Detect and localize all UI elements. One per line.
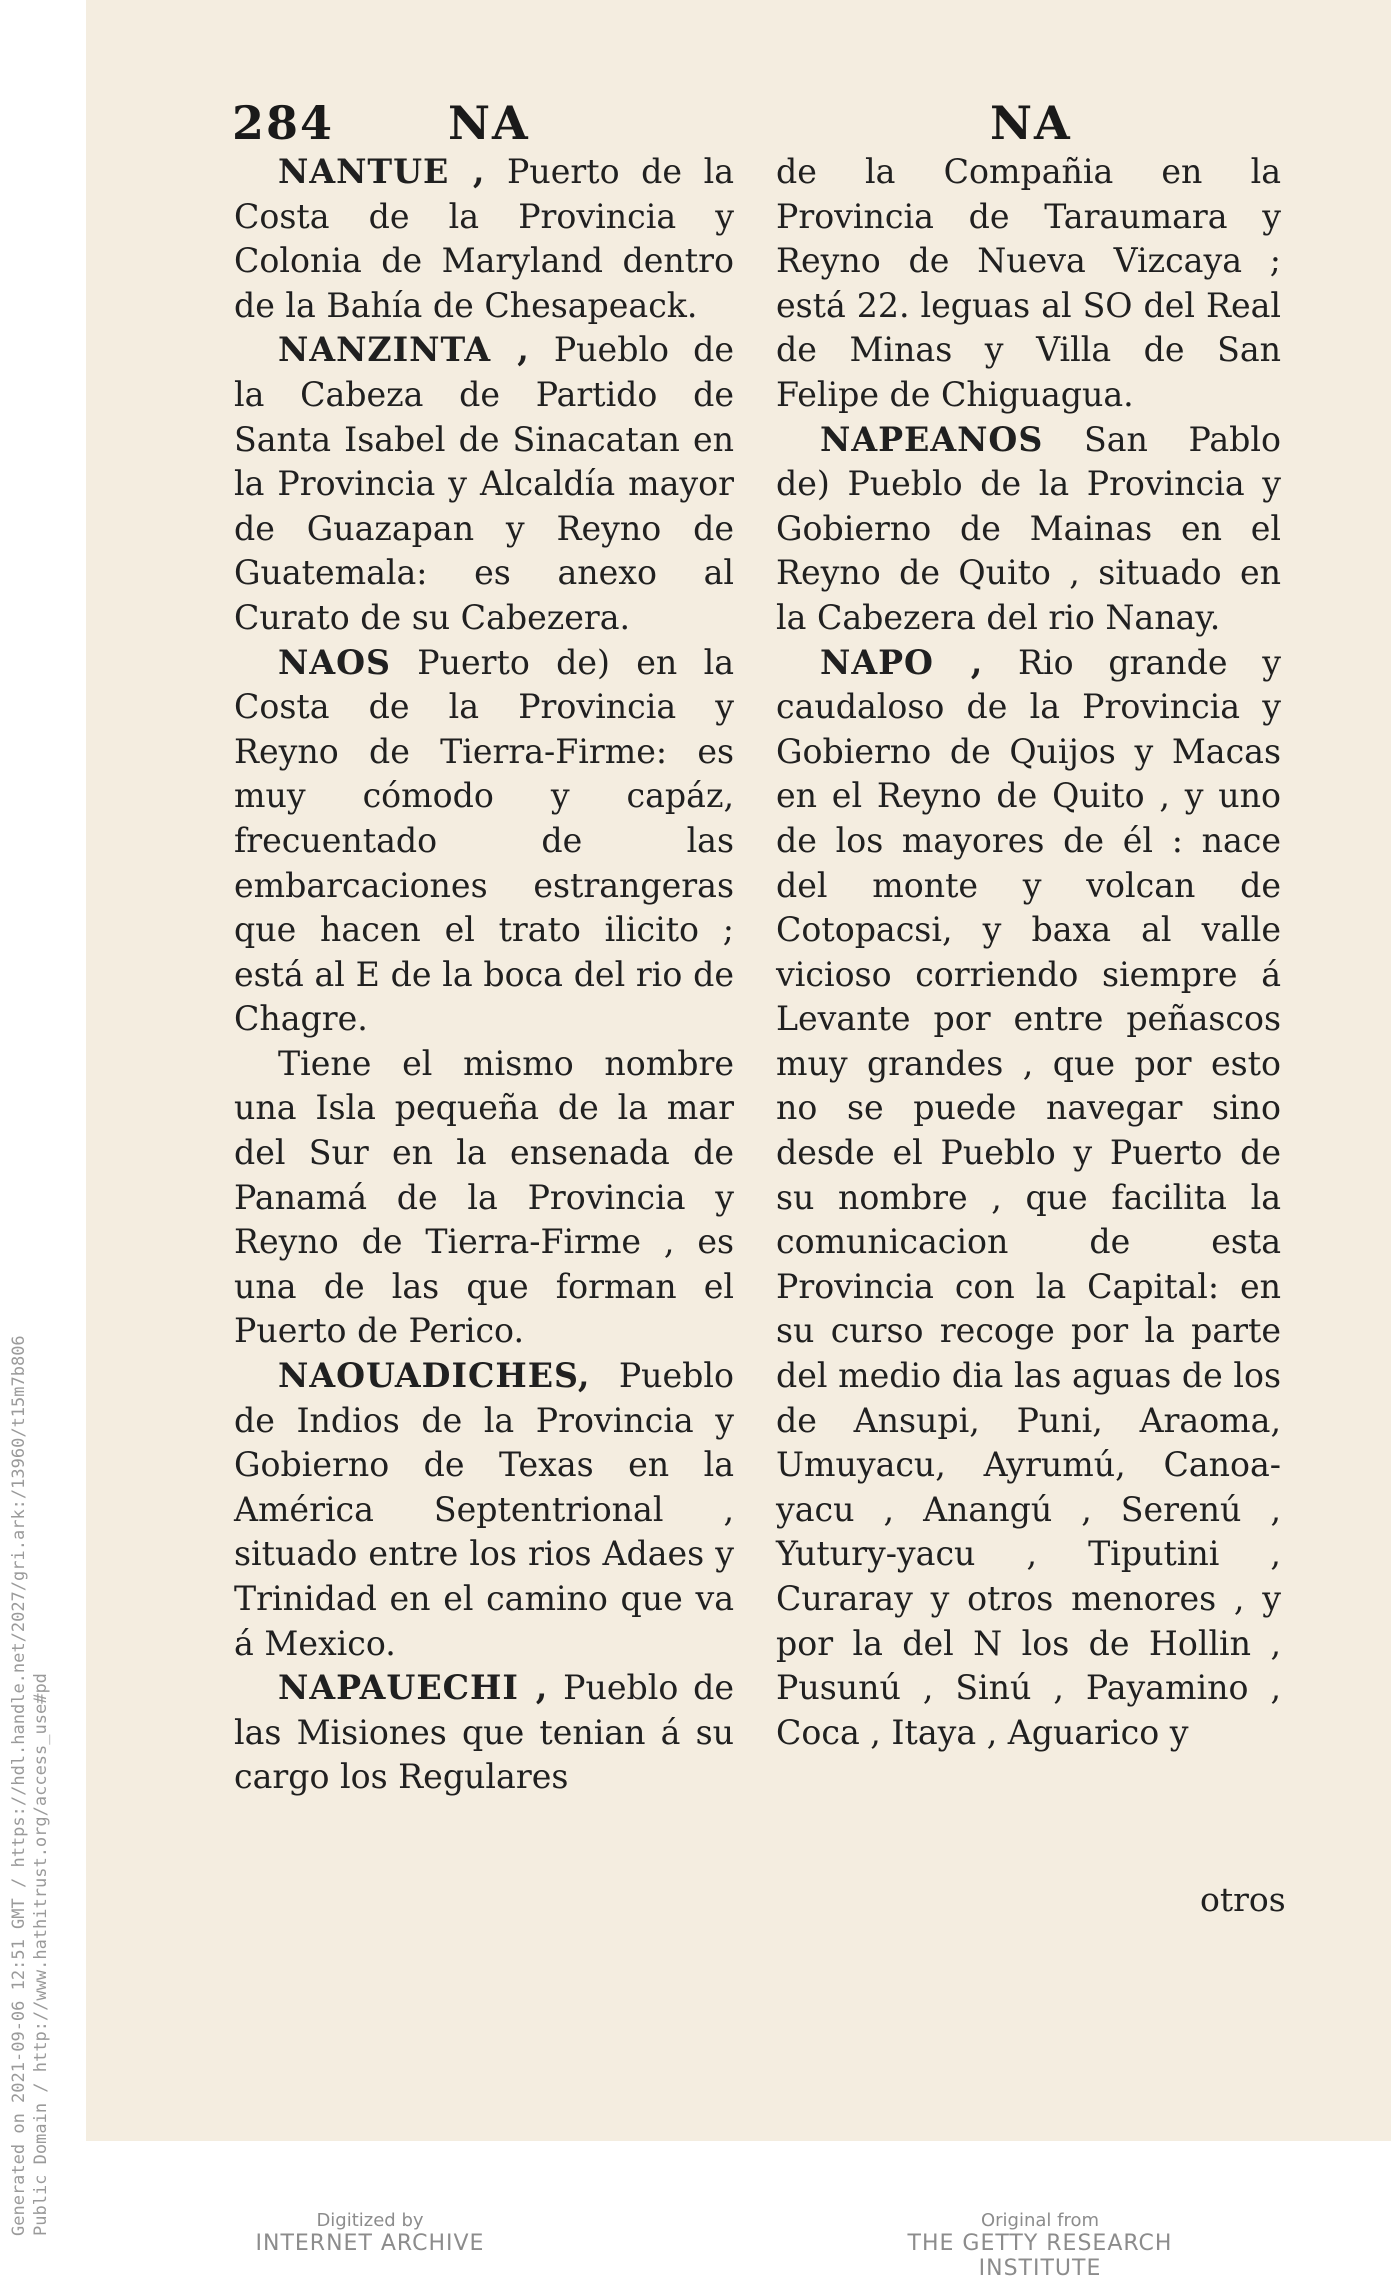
footer-digitized — [220, 2210, 520, 2256]
catchword: otros — [1200, 1880, 1286, 1919]
footer-label: Digitized by — [316, 2210, 424, 2231]
entry-nanzinta — [234, 328, 734, 640]
footer-original — [850, 2210, 1230, 2281]
entry-naouadiches — [234, 1354, 734, 1666]
page-number: 284 — [232, 96, 335, 150]
stamp-line: Public Domain / http://www.hathitrust.org/access_use#pd — [31, 1673, 51, 2236]
entry-text: Pueblo de Indios de la Provincia y Gobierno de Texas en la América Septentrional , situado entre los rios Adaes y Trinidad en el camino que va á Mexico. — [234, 1356, 734, 1663]
entry-head: NANTUE , — [278, 152, 486, 191]
entry-text: Puerto de la Costa de la Provincia y Colonia de Maryland dentro de la Bahía de Chesapeack. — [234, 152, 734, 325]
entry-head: NAOUADICHES, — [278, 1356, 591, 1396]
entry-text: Tiene el mismo nombre una Isla pequeña de la mar del Sur en la ensenada de Panamá de la Provincia y Reyno de Tierra-Firme , es una de las que forman el Puerto de Perico. — [234, 1043, 734, 1351]
entry-text: de la Compañia en la Provincia de Taraumara y Reyno de Nueva Vizcaya ; está 22. leguas al SO del Real de Minas y Villa de San Felipe de Chiguagua. — [776, 152, 1281, 414]
page-header — [0, 96, 1391, 156]
entry-naos — [234, 641, 734, 1042]
left-column — [234, 150, 734, 1800]
entry-text: Puerto de) en la Costa de la Provincia y Reyno de Tierra-Firme: es muy cómodo y capáz, frecuentado de las embarcaciones estrangeras que hacen el trato ilicito ; está al E de la boca del rio de Chagre. — [234, 642, 734, 1039]
entry-continuation — [776, 150, 1281, 418]
entry-napeanos — [776, 418, 1281, 641]
entry-head: NANZINTA , — [278, 330, 530, 370]
entry-head: NAPEANOS — [820, 419, 1044, 459]
right-column — [776, 150, 1281, 1755]
entry-text: Rio grande y caudaloso de la Provincia y Gobierno de Quijos y Macas en el Reyno de Quito , y uno de los mayores de él : nace del monte y volcan de Cotopacsi, y baxa al valle vicioso corriendo siempre á Levante por entre peñascos muy grandes , que por esto no se puede navegar sino desde el Pueblo y Puerto de su nombre , que facilita la comunicacion de esta Provincia con la Capital: en su curso recoge por la parte del medio dia las aguas de los de Ansupi, Puni, Araoma, Umuyacu, Ayrumú, Canoa-yacu , Anangú , Serenú , Yutury-yacu , Tiputini , Curaray y otros menores , y por la del N los de Hollin , Pusunú , Sinú , Payamino , Coca , Itaya , Aguarico y — [776, 642, 1281, 1752]
footer-source: THE GETTY RESEARCH INSTITUTE — [907, 2231, 1173, 2281]
right-running-head: NA — [990, 96, 1072, 150]
footer-label: Original from — [980, 2210, 1100, 2231]
entry-napauechi — [234, 1666, 734, 1800]
footer-source: INTERNET ARCHIVE — [255, 2231, 485, 2256]
entry-text: Pueblo de la Cabeza de Partido de Santa Isabel de Sinacatan en la Provincia y Alcaldía mayor de Guazapan y Reyno de Guatemala: es anexo al Curato de su Cabezera. — [234, 330, 735, 637]
entry-head: NAPO , — [820, 642, 984, 682]
entry-head: NAPAUECHI , — [278, 1668, 549, 1708]
entry-text: San Pablo de) Pueblo de la Provincia y Gobierno de Mainas en el Reyno de Quito , situado en la Cabezera del rio Nanay. — [776, 419, 1281, 637]
stamp-line: Generated on 2021-09-06 12:51 GMT / https://hdl.handle.net/2027/gri.ark:/13960/t15m7b806 — [9, 1335, 29, 2236]
entry-text: Pueblo de las Misiones que tenian á su cargo los Regulares — [234, 1668, 735, 1797]
hathitrust-stamp — [8, 1335, 52, 2236]
entry-head: NAOS — [278, 642, 391, 682]
entry-nantue — [234, 150, 734, 328]
entry-napo — [776, 641, 1281, 1756]
left-running-head: NA — [448, 96, 530, 150]
entry-naos-isla — [234, 1042, 734, 1354]
